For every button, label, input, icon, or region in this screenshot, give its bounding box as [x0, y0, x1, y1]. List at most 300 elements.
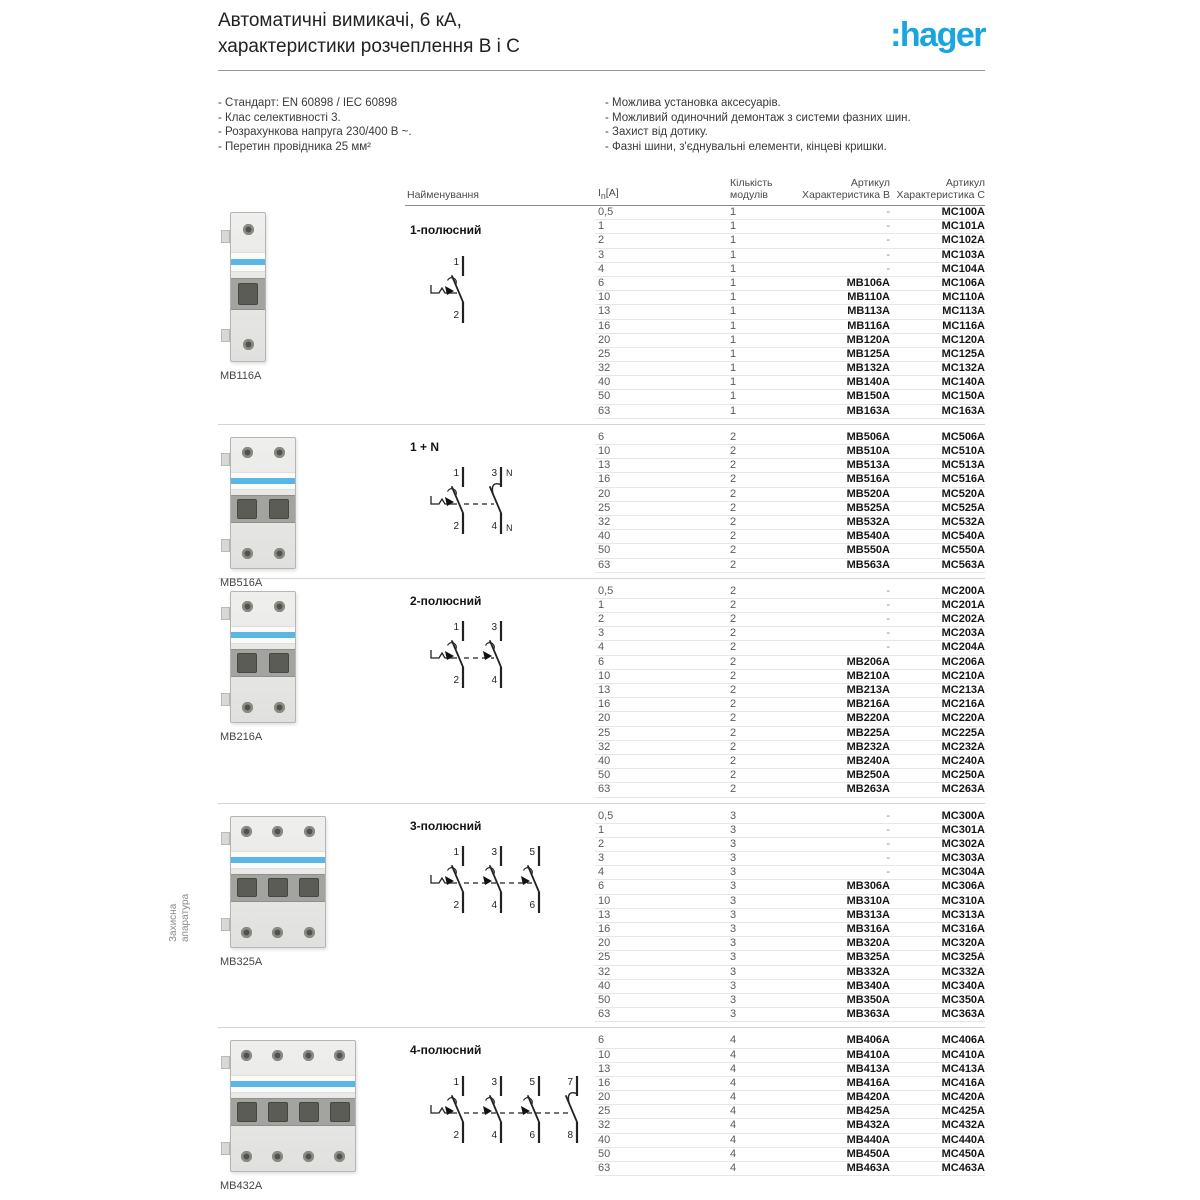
svg-text:8: 8: [567, 1130, 573, 1142]
table-row: [595, 599, 985, 613]
cell-article-c: MC310A: [941, 894, 985, 907]
cell-modules: 1: [730, 362, 737, 375]
screw-icon: [303, 1050, 314, 1061]
cell-rated-current: 10: [598, 445, 611, 457]
cell-modules: 2: [730, 754, 737, 767]
cell-rated-current: 6: [598, 655, 605, 668]
circuit-diagram: [427, 615, 529, 698]
cell-article-c: MC532A: [941, 515, 985, 528]
cell-rated-current: 40: [598, 979, 611, 992]
cell-article-c: MC150A: [941, 390, 985, 403]
cell-article-c: MC540A: [941, 530, 985, 543]
svg-text:2: 2: [453, 310, 459, 321]
cell-rated-current: 0,5: [598, 809, 614, 822]
cell-modules: 4: [730, 1034, 737, 1047]
screw-row-top: [231, 601, 295, 612]
svg-text:3: 3: [491, 467, 497, 479]
table-row: [595, 994, 985, 1008]
table-row: [595, 459, 985, 473]
screw-icon: [242, 548, 253, 559]
product-label: MB116A: [220, 370, 262, 382]
cell-rated-current: 20: [598, 937, 611, 950]
cell-modules: 1: [730, 262, 737, 275]
screw-icon: [241, 826, 252, 837]
cell-article-b: MB325A: [846, 951, 890, 964]
cell-modules: 3: [730, 880, 737, 893]
din-tab: [221, 329, 230, 342]
cell-modules: 2: [730, 501, 737, 514]
cell-article-b: MB216A: [846, 698, 890, 711]
cell-article-c: MC516A: [941, 473, 985, 486]
cell-rated-current: 1: [598, 220, 605, 233]
screw-icon: [243, 339, 254, 350]
col-header-current: $I_n[A]$: [598, 186, 619, 201]
svg-text:4: 4: [491, 674, 497, 686]
screw-icon: [334, 1050, 345, 1061]
screw-icon: [242, 601, 253, 612]
svg-text:7: 7: [567, 1077, 573, 1089]
cell-rated-current: 13: [598, 305, 611, 318]
cell-modules: 2: [730, 530, 737, 543]
din-tab: [221, 607, 230, 620]
din-tab: [221, 918, 230, 931]
cell-article-c: MC106A: [941, 276, 985, 289]
svg-text:5: 5: [529, 1077, 535, 1089]
cell-modules: 2: [730, 627, 737, 640]
cell-article-c: MC220A: [941, 712, 985, 725]
table-row: [595, 880, 985, 894]
cell-modules: 2: [730, 558, 737, 571]
table-row: [595, 544, 985, 558]
cell-article-b: MB506A: [846, 430, 890, 443]
cell-article-b: -: [886, 584, 890, 597]
table-row: [595, 1008, 985, 1022]
cell-modules: 3: [730, 979, 737, 992]
cell-article-b: MB416A: [846, 1076, 890, 1089]
cell-article-b: -: [886, 823, 890, 836]
cell-article-b: MB140A: [846, 376, 890, 389]
table-row: [595, 320, 985, 334]
cell-article-b: MB540A: [846, 530, 890, 543]
cell-article-c: MC163A: [941, 404, 985, 417]
cell-rated-current: 13: [598, 1062, 611, 1075]
product-section: [220, 1034, 985, 1193]
cell-article-c: MC206A: [941, 655, 985, 668]
table-row: [595, 824, 985, 838]
cell-modules: 2: [730, 613, 737, 626]
toggle-knob: [237, 1102, 257, 1122]
cell-rated-current: 16: [598, 923, 611, 935]
screw-icon: [274, 548, 285, 559]
section-rows: [595, 1034, 985, 1176]
cell-modules: 2: [730, 669, 737, 682]
sections-container: [220, 206, 985, 1193]
cell-modules: 3: [730, 923, 737, 935]
toggle-knob: [238, 283, 258, 306]
cell-article-b: MB263A: [846, 783, 890, 796]
cell-modules: 3: [730, 823, 737, 836]
cell-rated-current: 50: [598, 544, 611, 557]
col-header-article-b: Артикул Характеристика B: [802, 177, 890, 201]
cell-article-b: MB232A: [846, 740, 890, 753]
cell-article-c: MC316A: [941, 923, 985, 935]
cell-rated-current: 25: [598, 951, 611, 964]
toggle-knob: [269, 653, 289, 673]
cell-article-c: MC210A: [941, 669, 985, 682]
screw-icon: [304, 927, 315, 938]
cell-article-c: MC116A: [942, 319, 985, 332]
cell-modules: 2: [730, 487, 737, 500]
cell-article-b: MB150A: [846, 390, 890, 403]
cell-article-b: MB463A: [846, 1162, 890, 1174]
svg-text:N: N: [506, 522, 513, 533]
cell-article-b: MB106A: [846, 276, 890, 289]
cell-rated-current: 63: [598, 1008, 611, 1021]
cell-article-b: MB563A: [846, 558, 890, 571]
cell-article-c: MC425A: [941, 1105, 985, 1118]
cell-modules: 3: [730, 894, 737, 907]
product-figure: [218, 816, 383, 968]
cell-article-c: MC440A: [941, 1133, 985, 1146]
cell-article-c: MC506A: [941, 430, 985, 443]
section-separator: [218, 1027, 985, 1028]
cell-modules: 4: [730, 1119, 737, 1132]
screw-icon: [241, 927, 252, 938]
cell-modules: 3: [730, 837, 737, 850]
toggle-tray: [231, 495, 295, 523]
table-row: [595, 473, 985, 487]
cell-article-b: MB406A: [846, 1034, 890, 1047]
cell-modules: 3: [730, 1008, 737, 1021]
table-row: [595, 530, 985, 544]
svg-text:6: 6: [529, 1130, 535, 1142]
svg-text:1: 1: [453, 467, 459, 479]
table-row: [595, 727, 985, 741]
cell-rated-current: 16: [598, 1076, 611, 1089]
cell-rated-current: 16: [598, 698, 611, 711]
table-row: [595, 613, 985, 627]
col-header-modules: Кількість модулів: [730, 177, 773, 201]
cell-article-c: MC306A: [941, 880, 985, 893]
cell-article-c: MC202A: [941, 613, 985, 626]
cell-article-b: MB250A: [846, 769, 890, 782]
table-row: [595, 755, 985, 769]
cell-article-c: MC520A: [941, 487, 985, 500]
din-tab: [221, 230, 230, 243]
cell-article-c: MC240A: [941, 754, 985, 767]
cell-rated-current: 3: [598, 248, 605, 261]
product-figure: [218, 437, 383, 589]
table-row: [595, 249, 985, 263]
cell-rated-current: 20: [598, 333, 611, 346]
cell-modules: 2: [730, 584, 737, 597]
cell-modules: 1: [730, 248, 737, 261]
cell-article-c: MC100A: [941, 206, 985, 218]
cell-article-c: MC232A: [941, 740, 985, 753]
table-row: [595, 206, 985, 220]
cell-article-b: MB132A: [846, 362, 890, 375]
cell-article-c: MC101A: [941, 220, 985, 233]
page-title-line2: характеристики розчеплення B і C: [218, 36, 520, 57]
product-section: [220, 206, 985, 419]
cell-article-b: MB450A: [846, 1147, 890, 1160]
cell-article-c: MC302A: [941, 837, 985, 850]
cell-article-b: -: [886, 627, 890, 640]
product-label: MB325A: [220, 955, 263, 968]
cell-modules: 4: [730, 1062, 737, 1075]
cell-article-b: MB532A: [846, 515, 890, 528]
cell-article-c: MC120A: [941, 333, 985, 346]
table-row: [595, 585, 985, 599]
product-photo: [218, 212, 266, 362]
cell-article-c: MC110A: [942, 291, 985, 304]
side-label: Захисна апаратура: [168, 893, 191, 942]
cell-rated-current: 63: [598, 783, 611, 796]
cell-modules: 3: [730, 852, 737, 865]
toggle-knob: [268, 878, 288, 898]
toggle-tray: [231, 649, 295, 677]
screw-icon: [272, 1151, 283, 1162]
cell-modules: 1: [730, 291, 737, 304]
cell-rated-current: 10: [598, 291, 611, 304]
cell-rated-current: 3: [598, 627, 605, 640]
svg-text:2: 2: [453, 899, 459, 911]
cell-modules: 2: [730, 698, 737, 711]
cell-rated-current: 10: [598, 669, 611, 682]
cell-article-b: -: [886, 220, 890, 233]
cell-article-b: MB332A: [846, 965, 890, 978]
cell-article-b: MB210A: [846, 669, 890, 682]
table-row: [595, 488, 985, 502]
cell-modules: 1: [730, 220, 737, 233]
table-row: [595, 291, 985, 305]
svg-text:1: 1: [453, 621, 459, 633]
cell-article-c: MC413A: [941, 1062, 985, 1075]
page-title-line1: Автоматичні вимикачі, 6 кА,: [218, 10, 462, 31]
cell-article-c: MC550A: [941, 544, 985, 557]
feature-item: - Стандарт: EN 60898 / IEC 60898: [218, 97, 398, 109]
feature-item: - Захист від дотику.: [605, 126, 708, 138]
cell-article-b: MB513A: [846, 459, 890, 472]
cell-modules: 4: [730, 1105, 737, 1118]
cell-article-b: MB520A: [846, 487, 890, 500]
din-tab: [221, 539, 230, 552]
table-row: [595, 263, 985, 277]
cell-rated-current: 20: [598, 487, 611, 500]
cell-rated-current: 20: [598, 1091, 611, 1104]
circuit-diagram: [427, 250, 491, 333]
cell-article-c: MC513A: [941, 459, 985, 472]
cell-article-c: MC510A: [941, 445, 985, 457]
cell-modules: 2: [730, 783, 737, 796]
cell-modules: 2: [730, 726, 737, 739]
cell-article-c: MC301A: [941, 823, 985, 836]
screw-icon: [242, 702, 253, 713]
table-column-headers: [405, 178, 985, 206]
feature-list-left: [218, 96, 588, 154]
cell-modules: 2: [730, 641, 737, 654]
table-row: [595, 1049, 985, 1063]
cell-article-c: MC303A: [941, 852, 985, 865]
screw-icon: [272, 826, 283, 837]
table-row: [595, 390, 985, 404]
cell-article-c: MC204A: [941, 641, 985, 654]
cell-modules: 2: [730, 544, 737, 557]
cell-article-b: -: [886, 206, 890, 218]
screw-row-top: [231, 826, 325, 837]
cell-rated-current: 10: [598, 894, 611, 907]
breaker-body: [230, 212, 266, 362]
cell-article-b: MB525A: [846, 501, 890, 514]
cell-modules: 1: [730, 347, 737, 360]
cell-modules: 2: [730, 740, 737, 753]
cell-article-c: MC332A: [941, 965, 985, 978]
product-label: MB216A: [220, 730, 263, 743]
screw-row-bottom: [231, 1151, 355, 1162]
din-tab: [221, 1056, 230, 1069]
cell-article-b: -: [886, 852, 890, 865]
cell-rated-current: 16: [598, 473, 611, 486]
section-title: 3-полюсний: [410, 818, 482, 833]
cell-article-c: MC350A: [941, 993, 985, 1006]
table-row: [595, 951, 985, 965]
blue-stripe: [231, 259, 265, 265]
table-row: [595, 741, 985, 755]
cell-rated-current: 63: [598, 404, 611, 417]
cell-rated-current: 40: [598, 530, 611, 543]
table-row: [595, 895, 985, 909]
cell-rated-current: 25: [598, 501, 611, 514]
svg-text:2: 2: [453, 1130, 459, 1142]
section-title: 1 + N: [410, 439, 440, 454]
table-row: [595, 641, 985, 655]
cell-rated-current: 0,5: [598, 206, 614, 218]
cell-rated-current: 4: [598, 866, 605, 879]
cell-article-c: MC201A: [941, 598, 985, 611]
screw-icon: [241, 1050, 252, 1061]
cell-article-c: MC113A: [942, 305, 985, 318]
cell-article-c: MC140A: [941, 376, 985, 389]
product-photo: [218, 816, 326, 948]
svg-text:1: 1: [453, 1077, 459, 1089]
circuit-diagram: [427, 840, 567, 923]
product-section: [220, 809, 985, 1023]
cell-article-c: MC213A: [941, 684, 985, 696]
product-photo: [218, 1040, 356, 1172]
cell-rated-current: 63: [598, 1162, 611, 1174]
toggle-knob: [237, 653, 257, 673]
screw-icon: [241, 1151, 252, 1162]
toggle-knob: [268, 1102, 288, 1122]
cell-article-b: MB240A: [846, 754, 890, 767]
cell-modules: 1: [730, 333, 737, 346]
svg-text:1: 1: [453, 846, 459, 858]
table-row: [595, 923, 985, 937]
table-row: [595, 1077, 985, 1091]
cell-article-b: -: [886, 866, 890, 879]
cell-rated-current: 10: [598, 1048, 611, 1061]
cell-modules: 4: [730, 1048, 737, 1061]
cell-rated-current: 50: [598, 993, 611, 1006]
cell-article-b: -: [886, 234, 890, 247]
cell-article-b: MB206A: [846, 655, 890, 668]
breaker-body: [230, 1040, 356, 1172]
table-row: [595, 684, 985, 698]
feature-item: - Розрахункова напруга 230/400 В ~.: [218, 126, 412, 138]
cell-article-c: MC216A: [941, 698, 985, 711]
svg-text:3: 3: [491, 1077, 497, 1089]
table-row: [595, 1034, 985, 1048]
cell-rated-current: 25: [598, 1105, 611, 1118]
product-table: [220, 177, 985, 1193]
cell-article-b: -: [886, 262, 890, 275]
screw-icon: [274, 601, 285, 612]
svg-text:1: 1: [453, 257, 459, 268]
cell-article-c: MC125A: [941, 347, 985, 360]
screw-icon: [243, 224, 254, 235]
cell-article-b: MB516A: [846, 473, 890, 486]
section-rows: [595, 810, 985, 1023]
table-row: [595, 220, 985, 234]
table-row: [595, 376, 985, 390]
table-row: [595, 445, 985, 459]
cell-article-b: MB306A: [846, 880, 890, 893]
cell-rated-current: 1: [598, 598, 605, 611]
screw-row-top: [231, 447, 295, 458]
cell-article-b: -: [886, 613, 890, 626]
screw-row-bottom: [231, 702, 295, 713]
hager-logo: :hager: [890, 16, 985, 54]
cell-article-c: MC363A: [941, 1008, 985, 1021]
cell-modules: 4: [730, 1076, 737, 1089]
cell-rated-current: 16: [598, 319, 611, 332]
screw-icon: [274, 447, 285, 458]
product-label: MB432A: [220, 1180, 263, 1193]
cell-modules: 3: [730, 937, 737, 950]
product-figure: [218, 212, 383, 382]
cell-rated-current: 13: [598, 684, 611, 696]
table-row: [595, 362, 985, 376]
cell-modules: 2: [730, 459, 737, 472]
page-title: [218, 8, 520, 60]
cell-article-b: MB550A: [846, 544, 890, 557]
table-row: [595, 866, 985, 880]
table-row: [595, 966, 985, 980]
din-tab: [221, 453, 230, 466]
cell-rated-current: 4: [598, 641, 605, 654]
section-rows: [595, 585, 985, 798]
toggle-tray: [231, 1098, 355, 1126]
screw-row-bottom: [231, 927, 325, 938]
toggle-knob: [299, 878, 319, 898]
cell-article-b: MB320A: [846, 937, 890, 950]
cell-modules: 3: [730, 809, 737, 822]
svg-text:4: 4: [491, 1130, 497, 1142]
feature-item: - Клас селективності 3.: [218, 111, 341, 124]
cell-rated-current: 50: [598, 1147, 611, 1160]
cell-article-c: MC340A: [941, 979, 985, 992]
cell-modules: 1: [730, 276, 737, 289]
cell-article-b: MB125A: [846, 347, 890, 360]
table-row: [595, 1134, 985, 1148]
table-row: [595, 277, 985, 291]
cell-article-c: MC304A: [941, 866, 985, 879]
cell-article-c: MC300A: [941, 809, 985, 822]
cell-article-c: MC416A: [941, 1076, 985, 1089]
svg-text:2: 2: [453, 674, 459, 686]
table-row: [595, 1105, 985, 1119]
screw-row-bottom: [231, 339, 265, 350]
